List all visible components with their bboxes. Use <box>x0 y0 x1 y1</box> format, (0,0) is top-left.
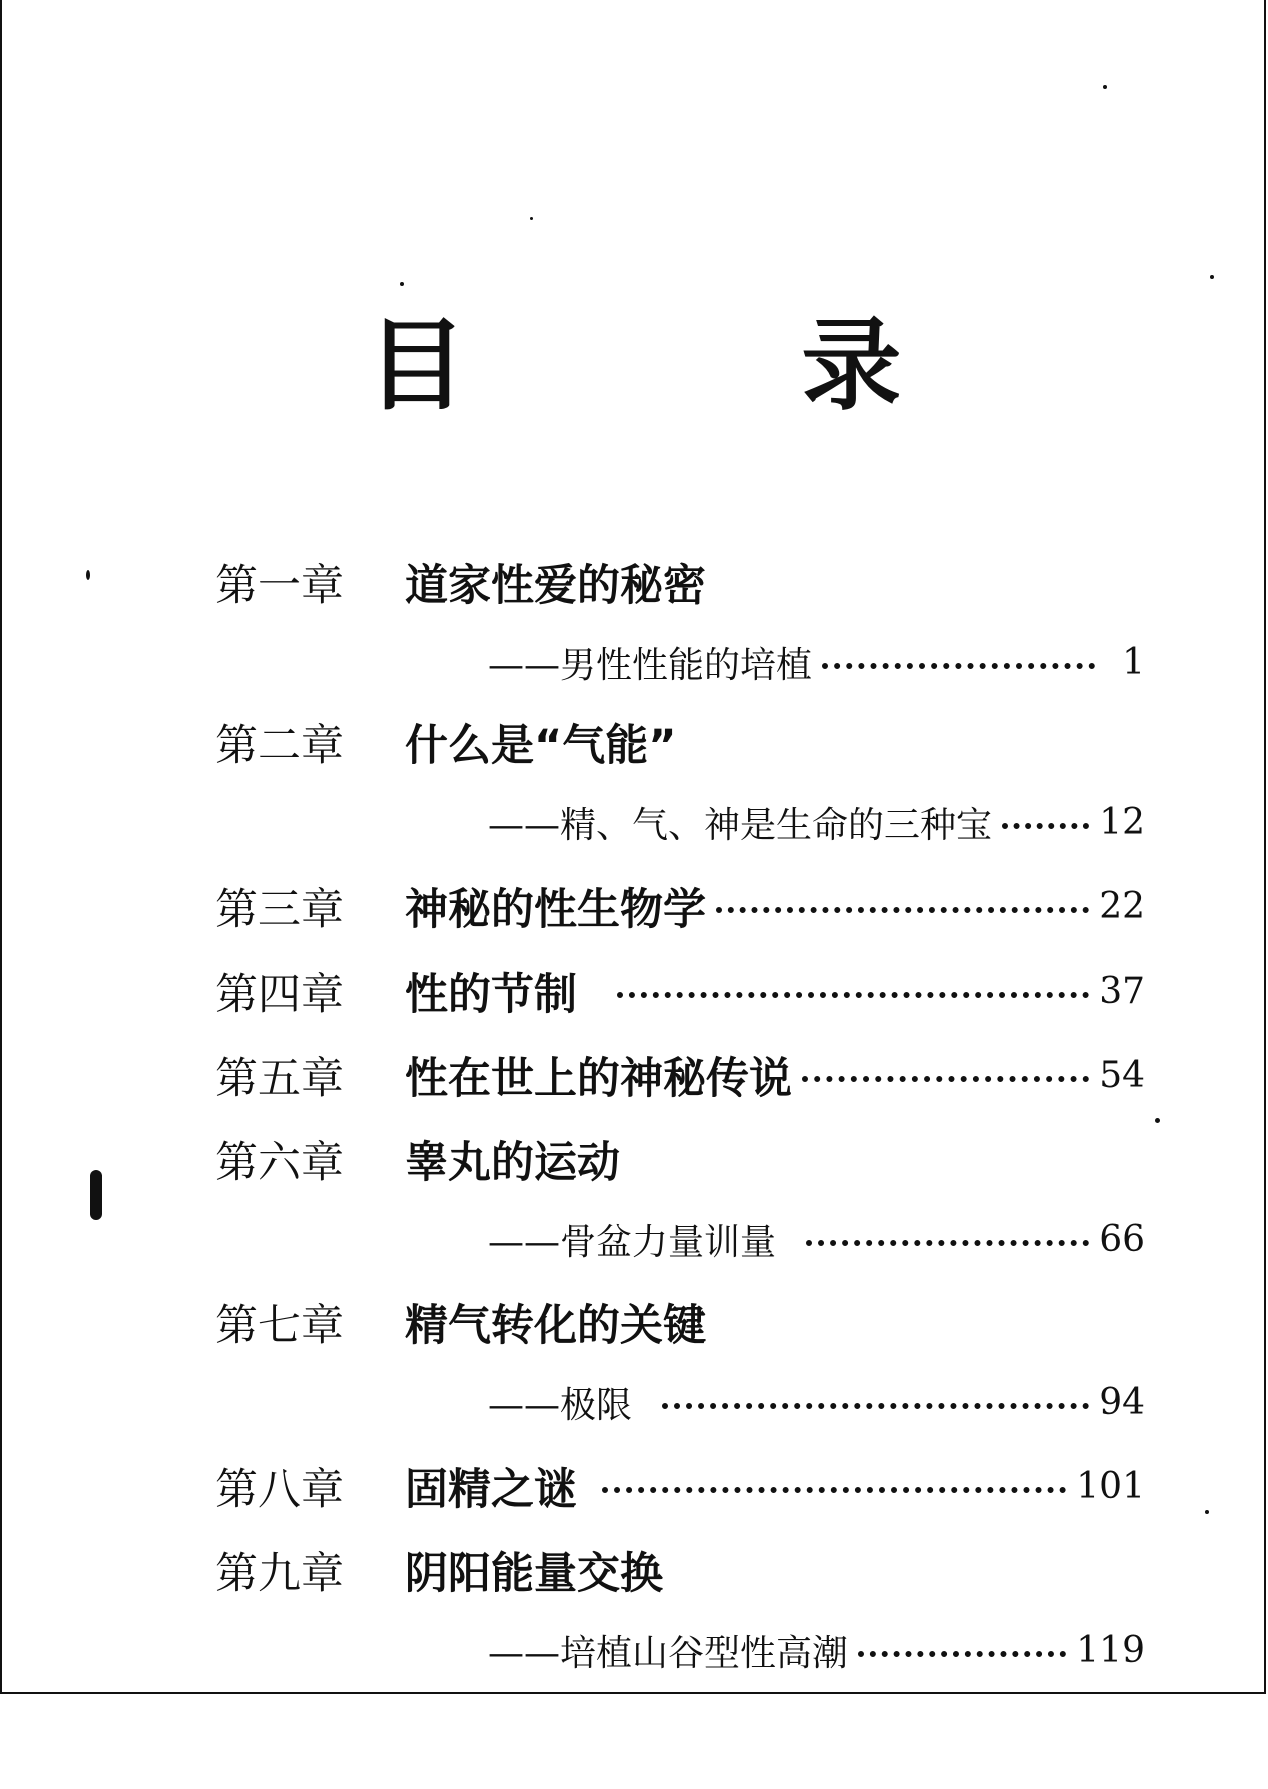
chapter-number: 第六章 <box>215 1137 344 1188</box>
dot-leader <box>806 1240 1089 1246</box>
toc-subentry-6[interactable] <box>488 1211 1145 1267</box>
page-number: 37 <box>1099 970 1145 1012</box>
chapter-title: 精气转化的关键 <box>405 1300 706 1351</box>
page-title: 目 录 <box>366 307 1052 424</box>
chapter-number: 第八章 <box>215 1464 344 1515</box>
toc-subentry-9[interactable] <box>488 1622 1145 1678</box>
chapter-number: 第二章 <box>215 720 344 771</box>
chapter-subtitle: ——骨盆力量训量 <box>488 1221 777 1263</box>
chapter-subtitle: ——男性性能的培植 <box>488 644 813 686</box>
scan-speck <box>86 570 90 580</box>
scan-speck <box>1155 1118 1160 1123</box>
chapter-number: 第七章 <box>215 1300 344 1351</box>
toc-entry-5[interactable] <box>215 1045 1145 1105</box>
chapter-title: 睾丸的运动 <box>405 1137 620 1188</box>
page-number: 119 <box>1076 1629 1145 1671</box>
chapter-number: 第一章 <box>215 560 344 611</box>
dot-leader <box>662 1403 1089 1409</box>
scan-speck <box>1210 275 1214 279</box>
scan-speck <box>1205 1510 1209 1514</box>
chapter-subtitle: ——极限 <box>488 1384 633 1426</box>
dot-leader <box>1002 823 1089 829</box>
chapter-number: 第三章 <box>215 884 344 935</box>
page-number: 54 <box>1099 1054 1145 1096</box>
dot-leader <box>602 1487 1066 1493</box>
chapter-subtitle: ——精、气、神是生命的三种宝 <box>488 804 993 846</box>
toc-entry-4[interactable] <box>215 961 1145 1021</box>
dot-leader <box>802 1076 1089 1082</box>
chapter-title: 神秘的性生物学 <box>405 884 706 935</box>
dot-leader <box>617 992 1089 998</box>
toc-entry-6[interactable] <box>215 1129 1145 1189</box>
dot-leader <box>716 907 1089 913</box>
page-number: 66 <box>1099 1218 1145 1260</box>
chapter-title: 性的节制 <box>405 969 577 1020</box>
scan-speck <box>90 1170 102 1220</box>
page-number: 94 <box>1099 1381 1145 1423</box>
page-number: 101 <box>1076 1465 1145 1507</box>
page-number: 12 <box>1099 801 1145 843</box>
chapter-subtitle: ——培植山谷型性高潮 <box>488 1632 849 1674</box>
toc-subentry-2[interactable] <box>488 794 1145 850</box>
page-number: 1 <box>1122 641 1145 683</box>
chapter-title: 道家性爱的秘密 <box>405 560 706 611</box>
toc-entry-1[interactable] <box>215 552 1145 612</box>
dot-leader <box>858 1651 1066 1657</box>
chapter-number: 第九章 <box>215 1548 344 1599</box>
toc-entry-7[interactable] <box>215 1292 1145 1352</box>
toc-subentry-7[interactable] <box>488 1374 1145 1430</box>
toc-entry-2[interactable] <box>215 712 1145 772</box>
dot-leader <box>822 663 1095 669</box>
chapter-title: 性在世上的神秘传说 <box>405 1053 792 1104</box>
page-number: 22 <box>1099 885 1145 927</box>
chapter-number: 第四章 <box>215 969 344 1020</box>
chapter-title: 固精之谜 <box>405 1464 577 1515</box>
scan-speck <box>530 217 533 220</box>
chapter-title: 阴阳能量交换 <box>405 1548 663 1599</box>
toc-subentry-1[interactable] <box>488 634 1145 690</box>
toc-entry-3[interactable] <box>215 876 1145 936</box>
scan-speck <box>1103 85 1107 89</box>
chapter-number: 第五章 <box>215 1053 344 1104</box>
toc-entry-8[interactable] <box>215 1456 1145 1516</box>
toc-entry-9[interactable] <box>215 1540 1145 1600</box>
scan-speck <box>400 282 404 286</box>
chapter-title: 什么是“气能” <box>405 720 677 771</box>
